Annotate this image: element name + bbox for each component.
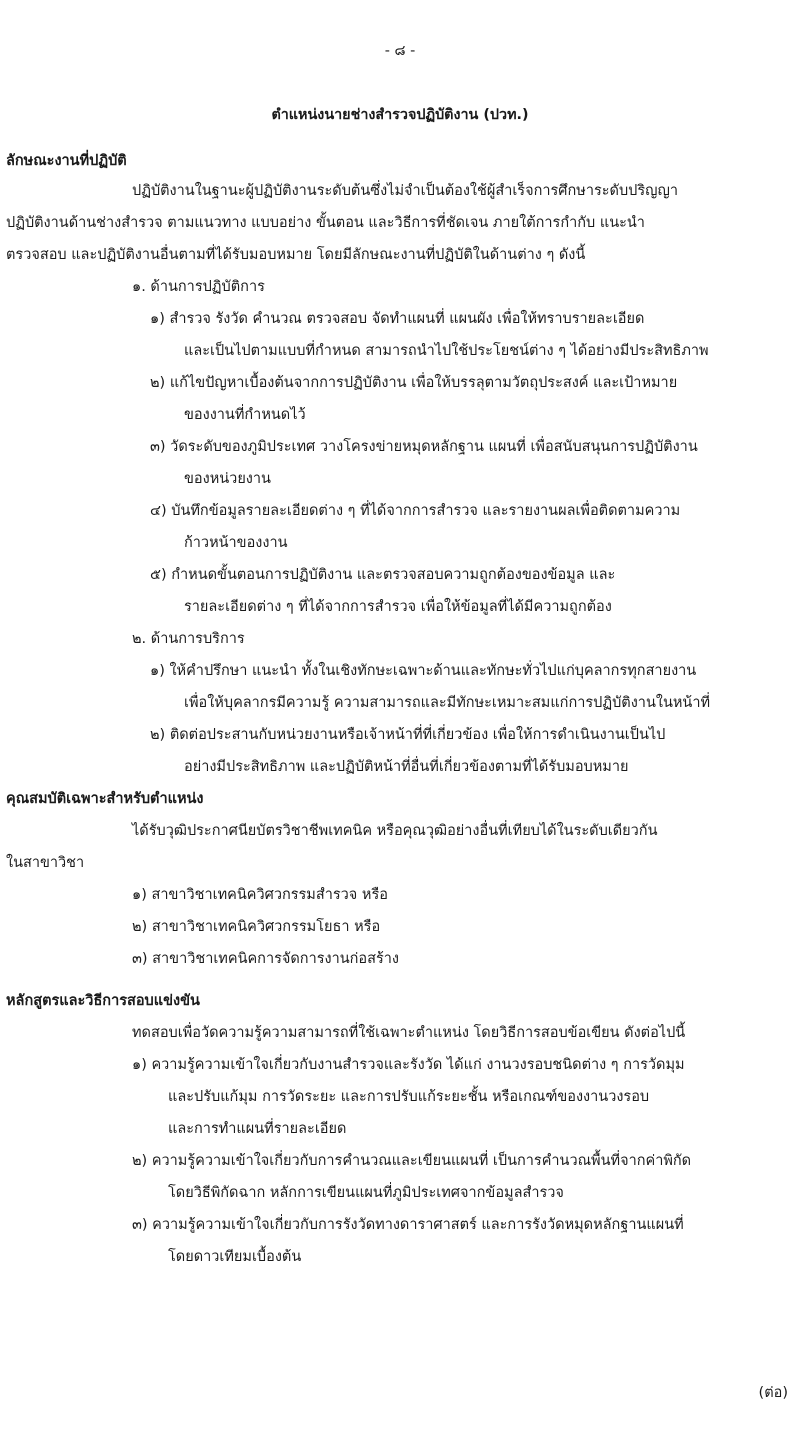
exam-intro: ทดสอบเพื่อวัดความรู้ความสามารถที่ใช้เฉพาะตำแหน่ง โดยวิธีการสอบข้อเขียน ดังต่อไปนี้ (132, 1025, 686, 1041)
document-title: ตำแหน่งนายช่างสำรวจปฏิบัติงาน (ปวท.) (271, 107, 529, 123)
exam-item-cont: และการทำแผนที่รายละเอียด (168, 1121, 347, 1137)
exam-item: ๓) ความรู้ความเข้าใจเกี่ยวกับการรังวัดทางดาราศาสตร์ และการรังวัดหมุดหลักฐานแผนที่ (132, 1217, 684, 1233)
operations-item-cont: ก้าวหน้าของงาน (184, 535, 288, 551)
exam-item: ๒) ความรู้ความเข้าใจเกี่ยวกับการคำนวณและเขียนแผนที่ เป็นการคำนวณพื้นที่จากค่าพิกัด (132, 1153, 692, 1169)
duties-intro-line: ปฏิบัติงานด้านช่างสำรวจ ตามแนวทาง แบบอย่าง ขั้นตอน และวิธีการที่ชัดเจน ภายใต้การกำกับ แนะนำ (6, 215, 645, 231)
page-number: - ๘ - (384, 43, 416, 59)
section-heading-duties: ลักษณะงานที่ปฏิบัติ (6, 153, 127, 169)
qualification-item: ๑) สาขาวิชาเทคนิควิศวกรรมสำรวจ หรือ (132, 887, 388, 903)
continued-note: (ต่อ) (758, 1385, 788, 1401)
exam-item: ๑) ความรู้ความเข้าใจเกี่ยวกับงานสำรวจและรังวัด ได้แก่ งานวงรอบชนิดต่าง ๆ การวัดมุม (132, 1057, 685, 1073)
operations-item: ๔) บันทึกข้อมูลรายละเอียดต่าง ๆ ที่ได้จากการสำรวจ และรายงานผลเพื่อติดตามความ (150, 503, 681, 519)
section-heading-exam: หลักสูตรและวิธีการสอบแข่งขัน (6, 993, 200, 1009)
services-item-cont: เพื่อให้บุคลากรมีความรู้ ความสามารถและมีทักษะเหมาะสมแก่การปฏิบัติงานในหน้าที่ (184, 695, 711, 711)
qualification-item: ๒) สาขาวิชาเทคนิควิศวกรรมโยธา หรือ (132, 919, 381, 935)
operations-item-cont: ของงานที่กำหนดไว้ (184, 407, 306, 423)
exam-item-cont: โดยดาวเทียมเบื้องต้น (168, 1249, 302, 1265)
services-item: ๒) ติดต่อประสานกับหน่วยงานหรือเจ้าหน้าที่ที่เกี่ยวข้อง เพื่อให้การดำเนินงานเป็นไป (150, 727, 666, 743)
duties-intro-line: ตรวจสอบ และปฏิบัติงานอื่นตามที่ได้รับมอบหมาย โดยมีลักษณะงานที่ปฏิบัติในด้านต่าง ๆ ดังนี้ (6, 247, 586, 263)
operations-item-cont: และเป็นไปตามแบบที่กำหนด สามารถนำไปใช้ประโยชน์ต่าง ๆ ได้อย่างมีประสิทธิภาพ (184, 343, 709, 359)
services-item-cont: อย่างมีประสิทธิภาพ และปฏิบัติหน้าที่อื่นที่เกี่ยวข้องตามที่ได้รับมอบหมาย (184, 759, 629, 775)
operations-label: ๑. ด้านการปฏิบัติการ (132, 279, 265, 295)
duties-intro-line: ปฏิบัติงานในฐานะผู้ปฏิบัติงานระดับต้นซึ่งไม่จำเป็นต้องใช้ผู้สำเร็จการศึกษาระดับปริญญา (132, 183, 679, 199)
qualifications-intro-line: ได้รับวุฒิประกาศนียบัตรวิชาชีพเทคนิค หรือคุณวุฒิอย่างอื่นที่เทียบได้ในระดับเดียวกัน (132, 823, 658, 839)
operations-item: ๕) กำหนดขั้นตอนการปฏิบัติงาน และตรวจสอบความถูกต้องของข้อมูล และ (150, 567, 616, 583)
qualifications-intro-line: ในสาขาวิชา (6, 855, 85, 871)
operations-item: ๒) แก้ไขปัญหาเบื้องต้นจากการปฏิบัติงาน เพื่อให้บรรลุตามวัตถุประสงค์ และเป้าหมาย (150, 375, 678, 391)
services-item: ๑) ให้คำปรึกษา แนะนำ ทั้งในเชิงทักษะเฉพาะด้านและทักษะทั่วไปแก่บุคลากรทุกสายงาน (150, 663, 697, 679)
operations-item-cont: รายละเอียดต่าง ๆ ที่ได้จากการสำรวจ เพื่อให้ข้อมูลที่ได้มีความถูกต้อง (184, 599, 612, 615)
services-label: ๒. ด้านการบริการ (132, 631, 245, 647)
operations-item: ๓) วัดระดับของภูมิประเทศ วางโครงข่ายหมุดหลักฐาน แผนที่ เพื่อสนับสนุนการปฏิบัติงาน (150, 439, 698, 455)
qualification-item: ๓) สาขาวิชาเทคนิคการจัดการงานก่อสร้าง (132, 951, 399, 967)
exam-item-cont: และปรับแก้มุม การวัดระยะ และการปรับแก้ระยะชั้น หรือเกณฑ์ของงานวงรอบ (168, 1089, 650, 1105)
operations-item-cont: ของหน่วยงาน (184, 471, 271, 487)
exam-item-cont: โดยวิธีพิกัดฉาก หลักการเขียนแผนที่ภูมิประเทศจากข้อมูลสำรวจ (168, 1185, 564, 1201)
section-heading-qualifications: คุณสมบัติเฉพาะสำหรับตำแหน่ง (6, 791, 204, 807)
operations-item: ๑) สำรวจ รังวัด คำนวณ ตรวจสอบ จัดทำแผนที่ แผนผัง เพื่อให้ทราบรายละเอียด (150, 311, 645, 327)
